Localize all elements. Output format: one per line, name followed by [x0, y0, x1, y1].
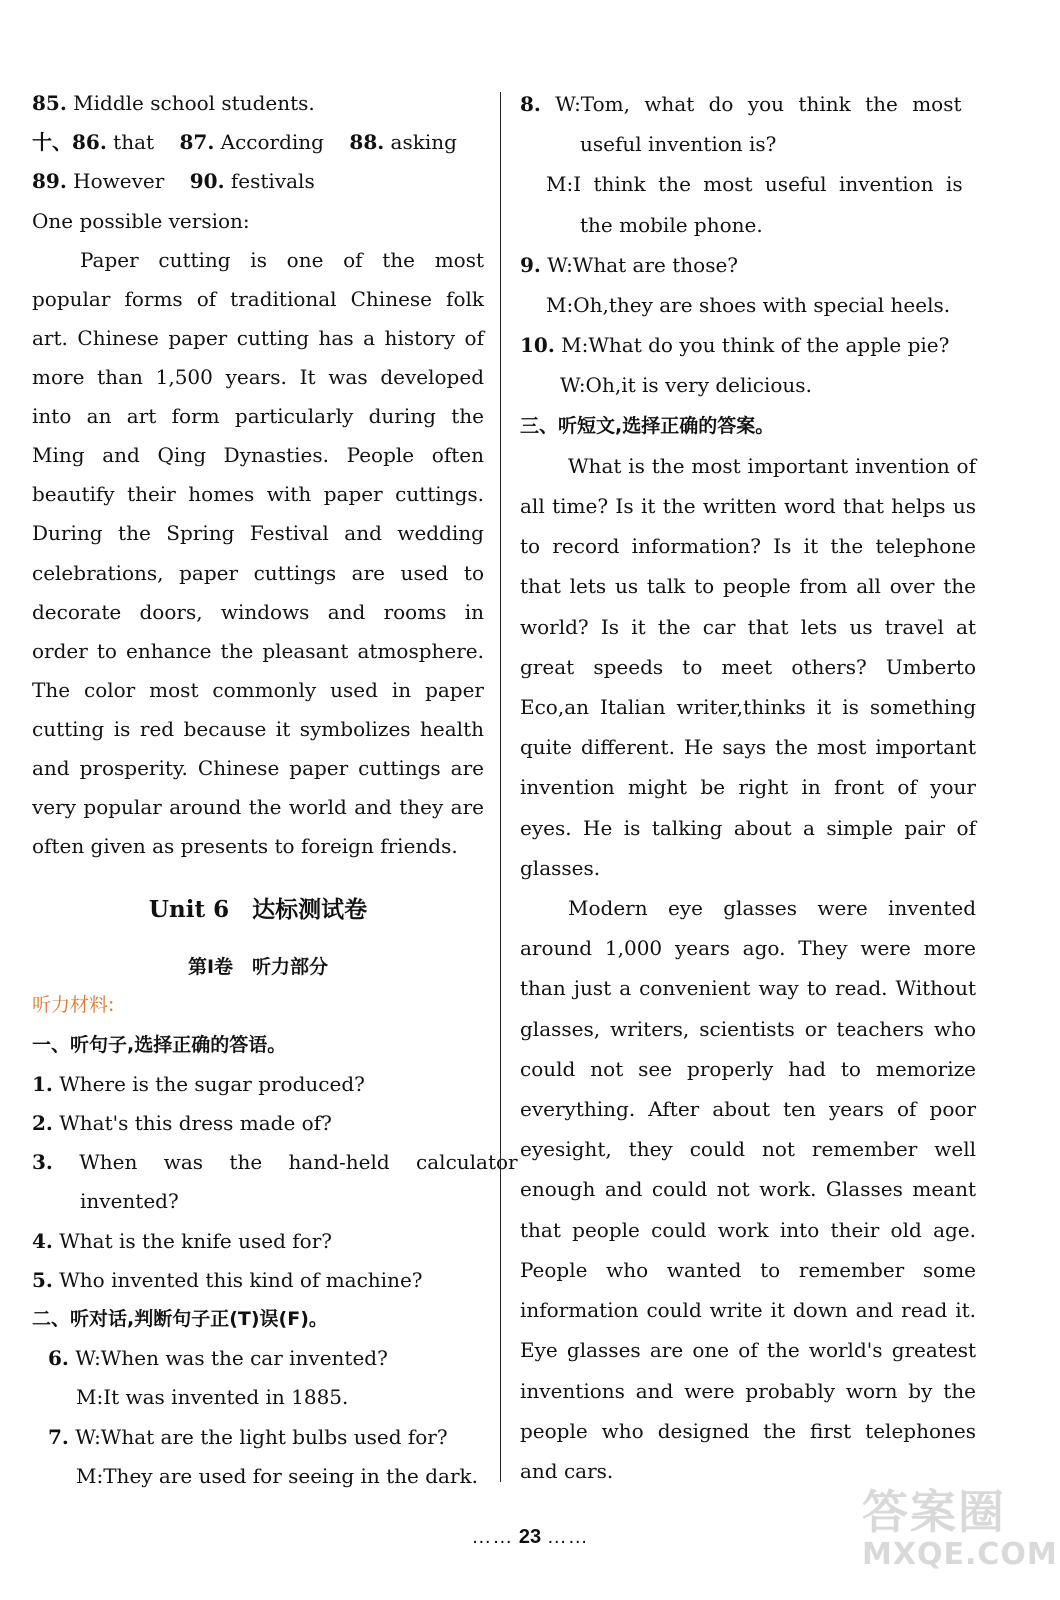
left-column: [32, 84, 518, 1496]
section-title: 第Ⅰ卷 听力部分: [187, 956, 329, 979]
dialog-6-m: M:It was invented in 1885.: [76, 1385, 349, 1410]
answer-number: 87.: [179, 130, 215, 155]
dialog-number: 9.: [520, 252, 541, 277]
footer-dots-left: ……: [471, 1526, 514, 1548]
dialog-9-first: [520, 245, 976, 285]
dialog-number: 6.: [48, 1346, 69, 1371]
passage-paragraph-2: Modern eye glasses were invented around 1,000 years ago. They were more than just a convenient way to read. Without glasses, writers, scientists or teachers who could not see properly had to memorize everything. After about ten years of poor eyesight, they could not remember well enough and could not work. Glasses meant that people could work into their old age. People who wanted to remember some information could write it down and read it. Eye glasses are one of the world's greatest inventions and were probably worn by the people who designed the first telephones and cars.: [520, 896, 976, 1483]
answer-text: festivals: [224, 169, 315, 194]
dialog-number: 8.: [520, 92, 541, 116]
answer-number: 86.: [72, 130, 107, 155]
dialog-number: 7.: [48, 1424, 69, 1449]
question-text: Where is the sugar produced?: [52, 1071, 365, 1096]
answer-number: 89.: [32, 169, 67, 194]
answer-text: Middle school students.: [66, 91, 315, 115]
dialog-6-w: [32, 1339, 484, 1378]
question-text: What's this dress made of?: [52, 1110, 332, 1135]
passage-paragraph-1: What is the most important invention of all time? Is it the written word that helps us to record information? Is it the telephone that lets us talk to people from all over the world? Is it the car that lets us travel at great speeds to meet others? Umberto Eco,an Italian writer,thinks it is something quite different. He says the most important invention might be right in front of your eyes. He is talking about a simple pair of glasses.: [520, 453, 976, 880]
dialog-8-second: M:I think the most useful invention is: [546, 172, 963, 197]
answer-text: However: [66, 169, 165, 194]
answer-number: 85.: [32, 91, 67, 115]
answer-number: 90.: [189, 169, 225, 194]
part2-heading: 二、听对话,判断句子正(T)误(F)。: [32, 1307, 328, 1330]
footer-dots-right: ……: [546, 1526, 589, 1548]
question-text: Who invented this kind of machine?: [52, 1267, 423, 1292]
part1-heading: 一、听句子,选择正确的答语。: [32, 1033, 287, 1056]
dialog-10-first: [520, 325, 976, 365]
version-label: One possible version:: [32, 208, 250, 233]
question-number: 4.: [32, 1228, 53, 1253]
dialog-9-second: M:Oh,they are shoes with special heels.: [546, 293, 951, 318]
answer-line-85: [32, 84, 484, 123]
answer-text: According: [214, 130, 324, 155]
watermark-logo: [862, 1485, 1058, 1586]
sample-essay: Paper cutting is one of the most popular forms of traditional Chinese folk art. Chinese paper cutting has a history of more than 1,500 years. It was developed into an art form particularly during the Ming and Qing Dynasties. People often beautify their homes with paper cuttings. During the Spring Festival and wedding celebrations, paper cuttings are used to decorate doors, windows and rooms in order to enhance the pleasant atmosphere. The color most commonly used in paper cutting is red because it symbolizes health and prosperity. Chinese paper cuttings are very popular around the world and they are often given as presents to foreign friends.: [32, 247, 484, 859]
question-4: [32, 1222, 484, 1261]
dialog-8-first: [520, 84, 976, 124]
question-number: 2.: [32, 1110, 53, 1135]
dialog-8-first-cont: useful invention is?: [580, 132, 777, 157]
question-5: [32, 1261, 484, 1300]
watermark-cn: 答案圈: [862, 1485, 1006, 1539]
question-number: 3.: [32, 1150, 53, 1175]
unit-title: Unit 6 达标测试卷: [148, 896, 368, 924]
dialog-line: W:When was the car invented?: [68, 1346, 388, 1371]
question-number: 5.: [32, 1267, 53, 1292]
watermark-en: MXQE.COM: [862, 1537, 1058, 1572]
section-prefix: 十、: [32, 130, 72, 155]
answer-text: asking: [384, 130, 457, 155]
answer-number: 88.: [349, 130, 385, 155]
dialog-10-second: W:Oh,it is very delicious.: [560, 373, 812, 398]
question-2: [32, 1104, 484, 1143]
dialog-8-second-cont: the mobile phone.: [580, 212, 763, 237]
dialog-line: W:Tom, what do you think the most: [540, 92, 962, 116]
answer-text: that: [106, 130, 155, 155]
dialog-7-w: [32, 1418, 484, 1457]
dialog-7-m: M:They are used for seeing in the dark.: [76, 1463, 478, 1488]
question-3-continued: invented?: [80, 1189, 179, 1214]
question-3: [32, 1143, 518, 1182]
answer-line-89-90: [32, 162, 484, 201]
question-text: What is the knife used for?: [52, 1228, 332, 1253]
dialog-line: W:What are the light bulbs used for?: [68, 1424, 448, 1449]
column-divider: [500, 92, 501, 1482]
question-text: When was the hand-held calculator: [52, 1150, 518, 1175]
question-1: [32, 1065, 484, 1104]
dialog-line: W:What are those?: [540, 252, 739, 277]
right-column: [520, 84, 976, 1491]
dialog-number: 10.: [520, 333, 555, 358]
material-label: 听力材料:: [32, 994, 115, 1017]
answer-line-86-88: [32, 123, 484, 162]
page-number: 23: [518, 1526, 542, 1548]
dialog-line: M:What do you think of the apple pie?: [554, 333, 950, 358]
part3-heading: 三、听短文,选择正确的答案。: [520, 414, 775, 437]
question-number: 1.: [32, 1071, 53, 1096]
